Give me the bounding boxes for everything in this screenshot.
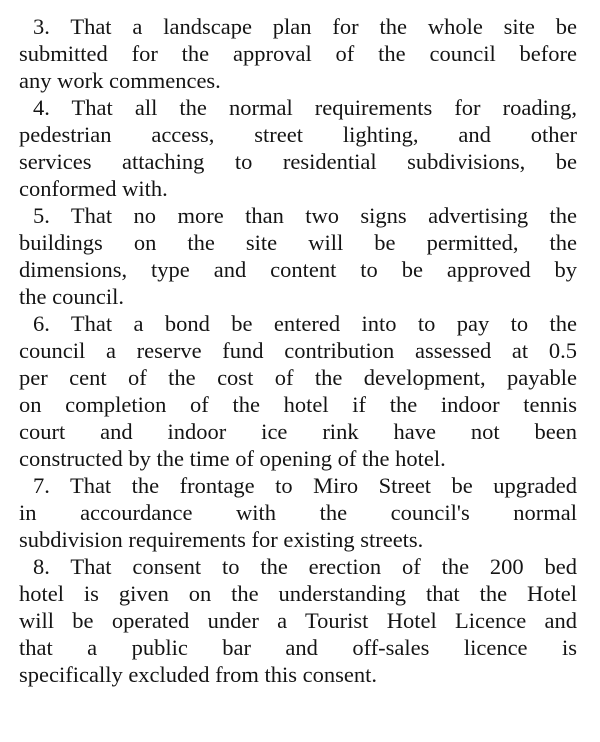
condition-8	[19, 553, 577, 688]
text-line: 3. That a landscape plan for the whole site be	[33, 14, 577, 39]
text-line: services attaching to residential subdivisions, be	[19, 149, 577, 174]
text-line: any work commences.	[19, 68, 221, 93]
text-line: will be operated under a Tourist Hotel Licence and	[19, 608, 577, 633]
text-line: hotel is given on the understanding that the Hotel	[19, 581, 577, 606]
condition-5	[19, 202, 577, 310]
condition-6	[19, 310, 577, 472]
text-line: 5. That no more than two signs advertising the	[33, 203, 577, 228]
condition-4	[19, 94, 577, 202]
text-line: buildings on the site will be permitted, the	[19, 230, 577, 255]
text-line: in accourdance with the council's normal	[19, 500, 577, 525]
text-line: the council.	[19, 284, 124, 309]
text-line: subdivision requirements for existing streets.	[19, 527, 424, 552]
condition-7	[19, 472, 577, 553]
condition-3	[19, 13, 577, 94]
text-line: specifically excluded from this consent.	[19, 662, 378, 687]
text-line: conformed with.	[19, 176, 168, 201]
text-line: 7. That the frontage to Miro Street be upgraded	[33, 473, 577, 498]
text-line: on completion of the hotel if the indoor tennis	[19, 392, 577, 417]
conditions-text	[19, 13, 577, 688]
text-line: 6. That a bond be entered into to pay to the	[33, 311, 577, 336]
text-line: council a reserve fund contribution assessed at 0.5	[19, 338, 577, 363]
text-line: 4. That all the normal requirements for roading,	[33, 95, 577, 120]
text-line: dimensions, type and content to be approved by	[19, 257, 577, 282]
text-line: 8. That consent to the erection of the 200 bed	[33, 554, 577, 579]
text-line: pedestrian access, street lighting, and other	[19, 122, 577, 147]
text-line: that a public bar and off-sales licence is	[19, 635, 577, 660]
text-line: per cent of the cost of the development, payable	[19, 365, 577, 390]
text-line: court and indoor ice rink have not been	[19, 419, 577, 444]
text-line: submitted for the approval of the council before	[19, 41, 577, 66]
text-line: constructed by the time of opening of the hotel.	[19, 446, 446, 471]
